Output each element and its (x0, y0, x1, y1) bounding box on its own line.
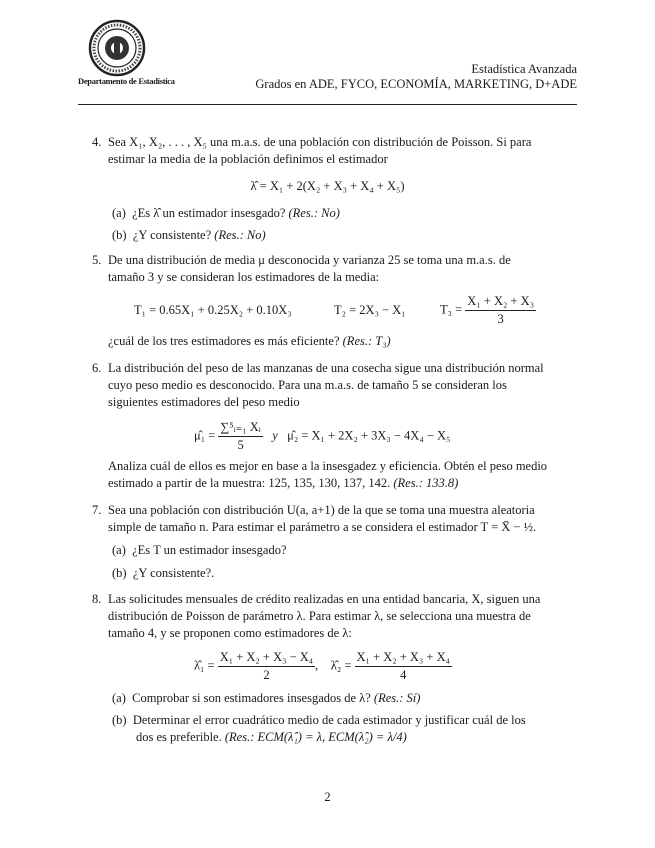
degrees-line: Grados en ADE, FYCO, ECONOMÍA, MARKETING, D+ADE (255, 77, 577, 91)
item-text: Comprobar si son estimadores insesgados de λ? (132, 691, 371, 705)
item-label: (b) (112, 566, 127, 580)
line-text: estimado a partir de la muestra: 125, 135, 130, 137, 142. (108, 476, 391, 490)
problem-6-line-5 (108, 475, 577, 492)
problem-6-number: 6. (92, 361, 102, 375)
item-text: ¿Es λ̂ un estimador insesgado? (132, 206, 286, 220)
problem-7-number: 7. (92, 503, 102, 517)
item-text: Determinar el error cuadrático medio de cada estimador y justificar cuál de los (132, 713, 526, 727)
denominator: 2 (263, 668, 270, 682)
problem-5-formula-t1: T₁ = 0.65X₁ + 0.25X₂ + 0.10X₃ (134, 303, 292, 317)
problem-8-formula: λ̂₁ = $\frac{\text{X₁ + X₂ + X₃ − X₄}}{2}$ , λ̂₂ = $\frac{\text{X₁ + X₂ + X₃ + X₄}}{4}$ (194, 650, 450, 682)
item-answer: (Res.: No) (214, 228, 266, 242)
department-name: Departamento de Estadística (78, 76, 175, 86)
numerator: X₁ + X₂ + X₃ + X₄ (355, 649, 452, 667)
formula-connector: y (272, 428, 278, 443)
formula-mu2: μ̂₂ = X₁ + 2X₂ + 3X₃ − 4X₄ − X₅ (287, 428, 451, 443)
problem-4-line-2: estimar la media de la población definimos el estimador (108, 152, 388, 166)
problem-6-formula (194, 419, 450, 454)
problem-8-item-a (112, 690, 420, 707)
problem-5-formula-t2: T₂ = 2X₃ − X₁ (334, 303, 406, 317)
item-label: (a) (112, 206, 126, 220)
course-title: Estadística Avanzada (471, 62, 577, 76)
problem-8-line-1: Las solicitudes mensuales de crédito realizadas en una entidad bancaria, X, siguen una (108, 592, 541, 606)
problem-4-item-a (112, 205, 340, 222)
problem-4-number: 4. (92, 135, 102, 149)
problem-5-line-2: tamaño 3 y se consideran los estimadores de la media: (108, 270, 380, 284)
problem-7-item-b (112, 565, 214, 582)
question-text: ¿cuál de los tres estimadores es más eficiente? (108, 334, 340, 348)
item-text-2: dos es preferible. (136, 730, 222, 744)
problem-8-line-2: distribución de Poisson de parámetro λ. Para estimar λ, se selecciona una muestra de (108, 609, 531, 623)
item-answer: (Res.: Sí) (373, 691, 421, 705)
item-text: ¿Y consistente? (132, 228, 212, 242)
formula-lhs: T₃ = (440, 302, 463, 317)
denominator: 4 (400, 668, 407, 682)
problem-6-line-3: siguientes estimadores del peso medio (108, 395, 300, 409)
problem-7-line-1: Sea una población con distribución U(a, a+1) de la que se toma una muestra aleatoria (108, 503, 535, 517)
problem-5-line-1: De una distribución de media μ desconocida y varianza 25 se toma una m.a.s. de (108, 253, 511, 267)
formula-lhs: μ̂₁ = (194, 428, 216, 443)
problem-6-line-1: La distribución del peso de las manzanas de una cosecha sigue una distribución normal (108, 361, 544, 375)
header-rule (78, 104, 577, 105)
question-answer: (Res.: T₃) (342, 334, 391, 348)
item-label: (a) (112, 691, 126, 705)
item-answer: (Res.: No) (288, 206, 340, 220)
problem-5-number: 5. (92, 253, 102, 267)
formula-lhs-1: λ̂₁ = (194, 658, 215, 673)
problem-7-line-2: simple de tamaño n. Para estimar el parámetro a se considera el estimador T = X̄ − ½. (108, 520, 537, 534)
fraction-2 (355, 649, 452, 684)
problem-8-item-b-cont (136, 729, 407, 746)
problem-5-formula-t3 (440, 293, 536, 328)
problem-5-question (108, 333, 577, 350)
problem-4-line-1: Sea X₁, X₂, . . . , X₅ una m.a.s. de una población con distribución de Poisson. Si para (108, 135, 532, 149)
item-label: (b) (112, 713, 127, 727)
problem-4-item-b (112, 227, 266, 244)
problem-7-item-a (112, 542, 287, 559)
problem-6-line-4: Analiza cuál de ellos es mejor en base a la insesgadez y eficiencia. Obtén el peso medio (108, 459, 548, 473)
fraction (218, 419, 262, 454)
formula-lhs-2: λ̂₂ = (330, 658, 352, 673)
denominator: 3 (497, 312, 504, 326)
denominator: 5 (237, 438, 244, 452)
item-answer: (Res.: ECM(λ̂₁) = λ, ECM(λ̂₂) = λ/4) (224, 730, 407, 744)
problem-8-item-b (112, 712, 526, 729)
fraction-1 (218, 649, 315, 684)
numerator: X₁ + X₂ + X₃ − X₄ (218, 649, 315, 667)
numerator: X₁ + X₂ + X₃ (465, 293, 536, 311)
problem-4-formula: λ̂ = X₁ + 2(X₂ + X₃ + X₄ + X₅) (250, 179, 405, 193)
item-label: (b) (112, 228, 127, 242)
line-answer: (Res.: 133.8) (393, 476, 459, 490)
problem-8-line-3: tamaño 4, y se proponen como estimadores de λ: (108, 626, 352, 640)
problem-6-line-2: cuyo peso medio es desconocido. Para una m.a.s. de tamaño 5 se consideran los (108, 378, 507, 392)
item-text: ¿Es T un estimador insesgado? (132, 543, 287, 557)
item-label: (a) (112, 543, 126, 557)
fraction (465, 293, 536, 328)
page-number: 2 (324, 790, 331, 804)
problem-8-number: 8. (92, 592, 102, 606)
item-text: ¿Y consistente?. (132, 566, 215, 580)
numerator: ∑⁵ᵢ₌₁ Xᵢ (218, 419, 262, 437)
